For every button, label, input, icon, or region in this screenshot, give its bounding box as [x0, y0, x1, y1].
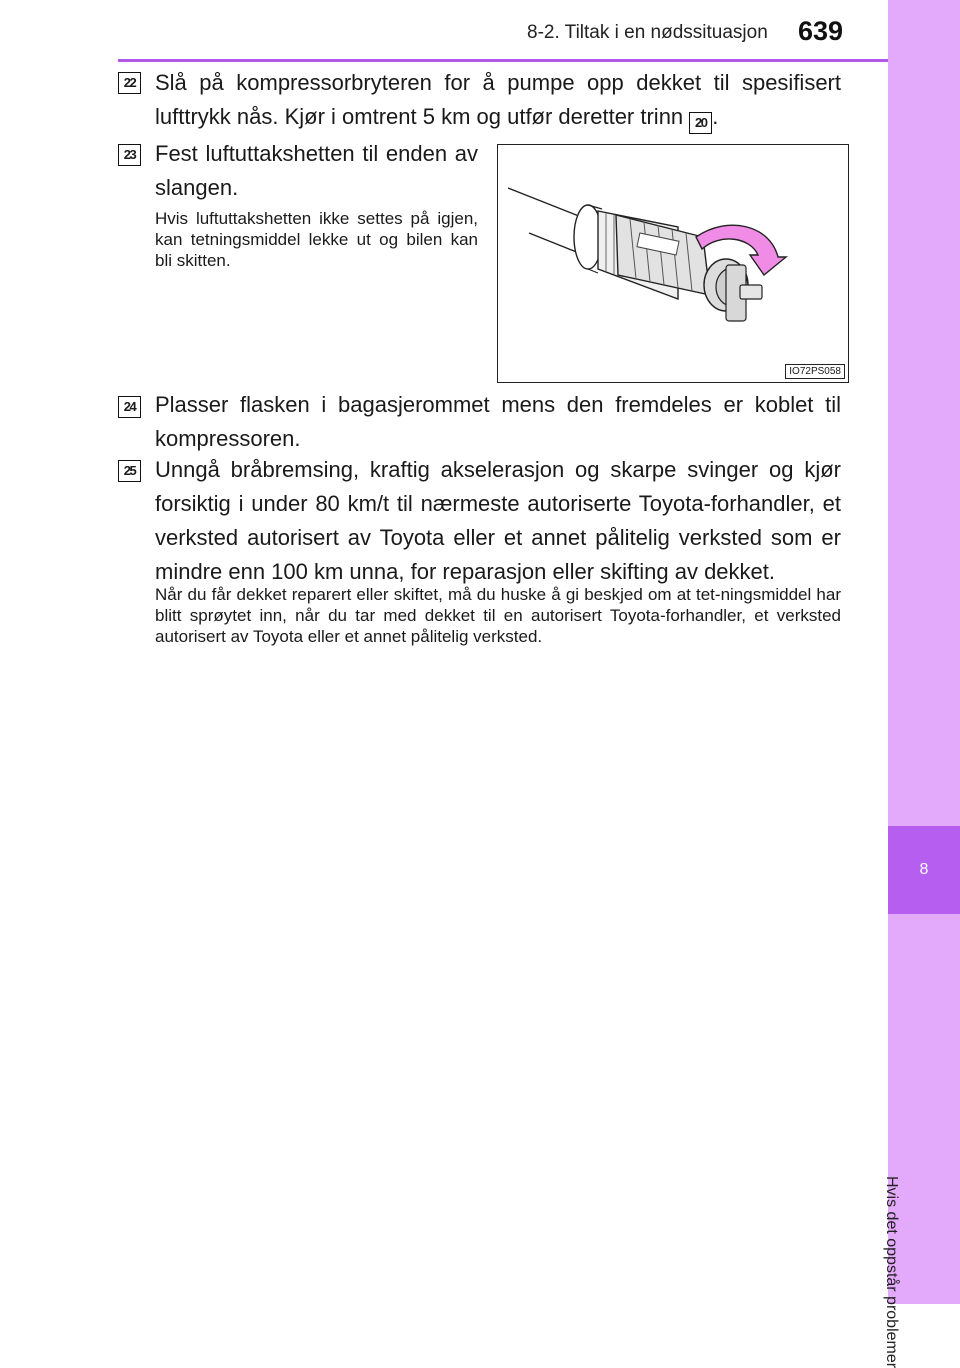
- step-number-22: 22: [118, 72, 141, 94]
- step-22-text-main: Slå på kompressorbryteren for å pumpe opp dekket til spesifisert lufttrykk nås. Kjør i omtrent 5 km og utfør deretter trinn: [155, 70, 841, 129]
- step-23-note: Hvis luftuttakshetten ikke settes på igjen, kan tetningsmiddel lekke ut og bilen kan bli skitten.: [155, 209, 478, 270]
- chapter-tab-strip: [888, 0, 960, 1304]
- step-22-text: [155, 66, 841, 134]
- step-reference-20: 20: [689, 112, 712, 134]
- header-rule: [118, 59, 888, 62]
- page-number: 639: [798, 16, 844, 46]
- step-22-text-end: .: [712, 104, 719, 129]
- figure-code: IO72PS058: [785, 364, 845, 379]
- step-25-note: Når du får dekket reparert eller skiftet, må du huske å gi beskjed om at tet-ningsmiddel har blitt sprøytet inn, når du tar med dekket til en autorisert Toyota-forhandler, et verksted autorisert av Toyota eller et annet pålitelig verksted.: [155, 585, 841, 646]
- step-23-text: Fest luftuttakshetten til enden av slangen.: [155, 141, 478, 200]
- page-header: [118, 0, 888, 62]
- illustration-cap-attach: [497, 144, 849, 383]
- chapter-number-tab: 8: [888, 826, 960, 914]
- step-number-25: 25: [118, 460, 141, 482]
- section-title: 8-2. Tiltak i en nødssituasjon: [527, 22, 768, 43]
- hose-cap-drawing: [498, 145, 848, 382]
- step-24-text: Plasser flasken i bagasjerommet mens den fremdeles er koblet til kompressoren.: [155, 392, 841, 451]
- step-number-24: 24: [118, 396, 141, 418]
- step-number-23: 23: [118, 144, 141, 166]
- step-25-text: Unngå bråbremsing, kraftig akselerasjon og skarpe svinger og kjør forsiktig i under 80 km/t til nærmeste autoriserte Toyota-forhandler, et verksted autorisert av Toyota eller et annet pålitelig verksted som er mindre enn 100 km unna, for reparasjon eller skifting av dekket.: [155, 457, 841, 584]
- chapter-title-vertical: Hvis det oppstår problemer: [883, 1176, 900, 1368]
